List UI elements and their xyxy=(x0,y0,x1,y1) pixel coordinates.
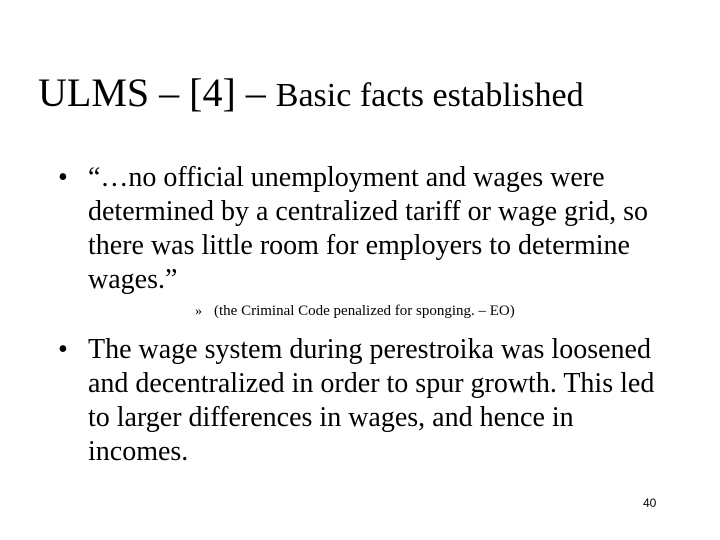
sub-bullet-item xyxy=(195,301,515,322)
bullet-dot-icon: • xyxy=(58,162,68,193)
bullet-text: “…no official unemployment and wages were determined by a centralized tariff or wage grid, so there was little room for employers to determine wages.” xyxy=(88,162,649,295)
bullet-item xyxy=(58,161,658,297)
sub-bullet-marker-icon: » xyxy=(195,304,202,319)
title-main: ULMS – [4] – xyxy=(38,70,276,115)
page-number: 40 xyxy=(643,496,657,510)
bullet-text: The wage system during perestroika was loosened and decentralized in order to spur growth. This led to larger differences in wages, and hence in incomes. xyxy=(88,334,655,467)
bullet-dot-icon: • xyxy=(58,334,68,365)
title-rest: Basic facts established xyxy=(275,77,584,114)
sub-bullet-text: (the Criminal Code penalized for sponging. – EO) xyxy=(214,303,515,319)
bullet-item xyxy=(58,333,658,469)
slide-title xyxy=(38,70,584,115)
